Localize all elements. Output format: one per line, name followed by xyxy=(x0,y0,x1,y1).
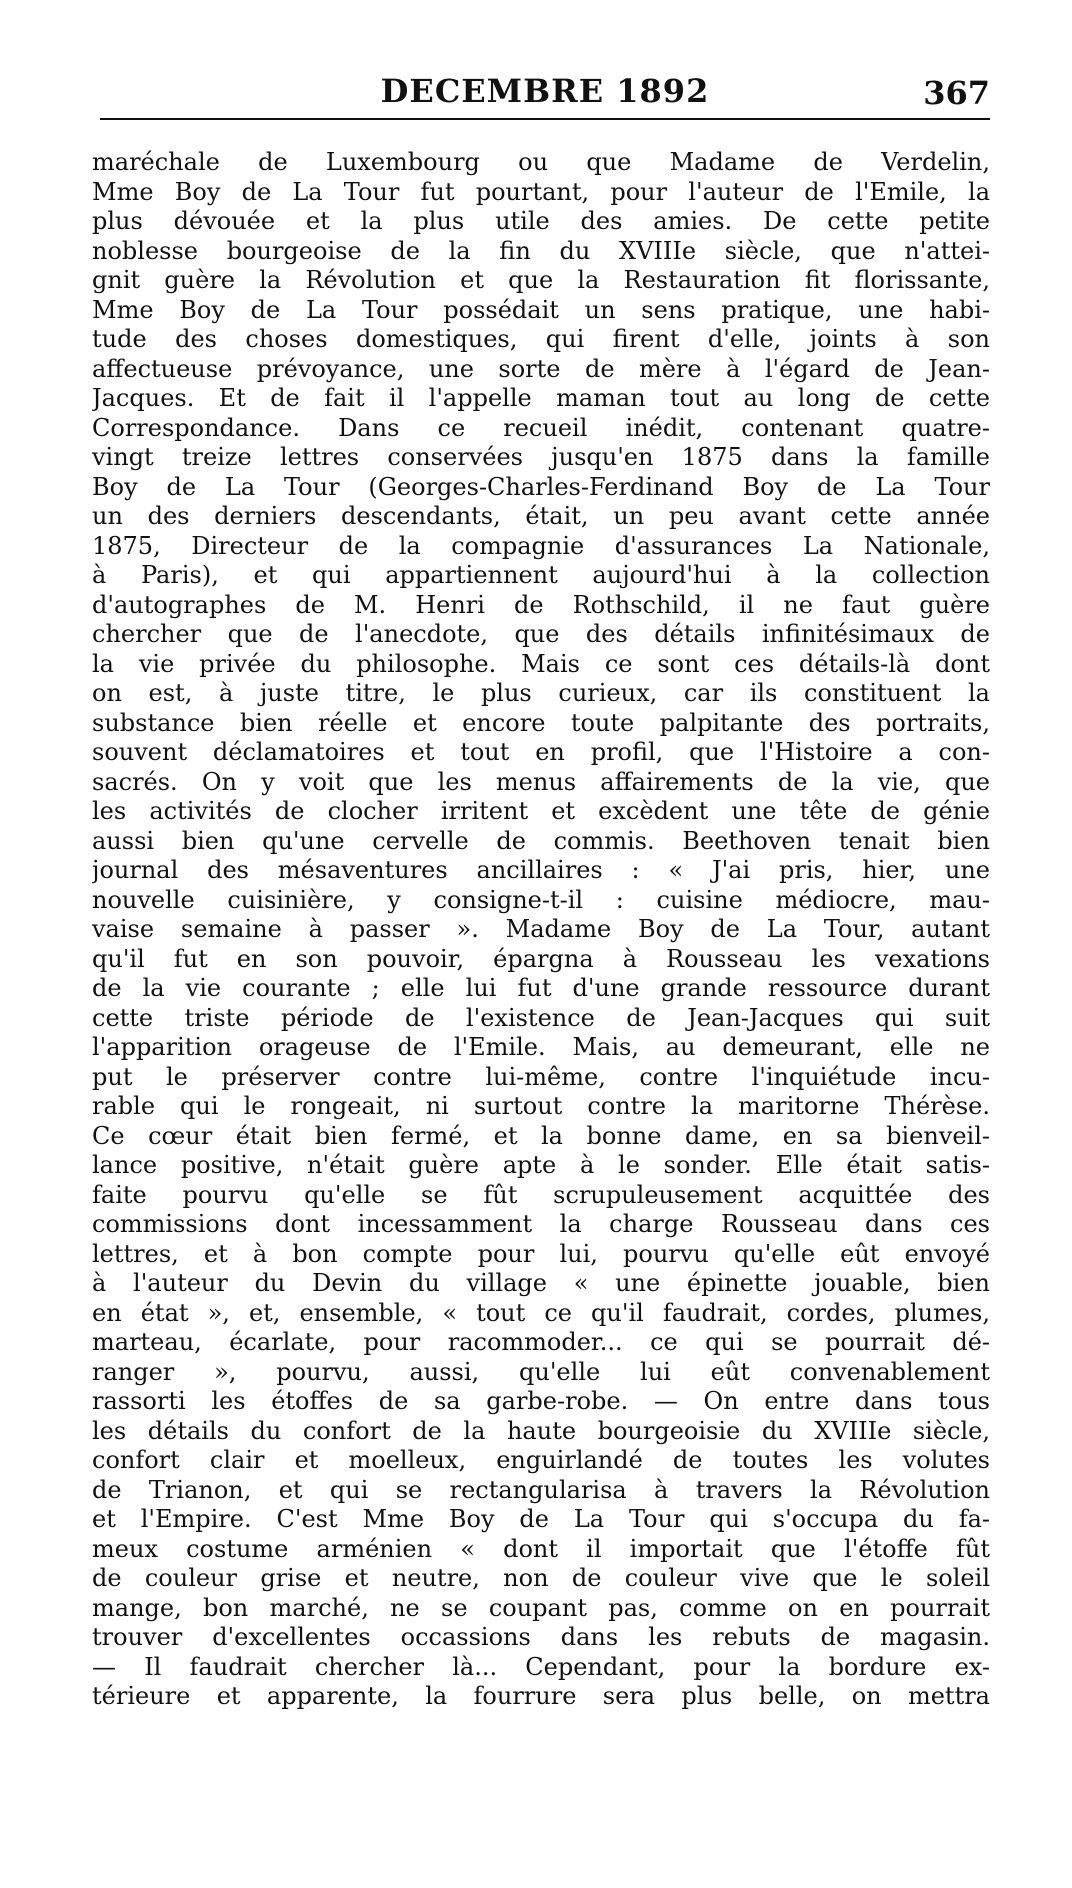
text-line: aussi bien qu'une cervelle de commis. Beethoven tenait bien xyxy=(92,826,990,855)
text-line: Mme Boy de La Tour possédait un sens pratique, une habi- xyxy=(92,295,990,324)
text-line: Mme Boy de La Tour fut pourtant, pour l'auteur de l'Emile, la xyxy=(92,177,990,206)
text-line: à Paris), et qui appartiennent aujourd'hui à la collection xyxy=(92,561,990,589)
text-line: meux costume arménien « dont il importait que l'étoffe fût xyxy=(92,1534,990,1563)
text-line: tude des choses domestiques, qui firent d'elle, joints à son xyxy=(92,325,990,353)
text-line: l'apparition orageuse de l'Emile. Mais, au demeurant, elle ne xyxy=(92,1033,990,1061)
text-line: vingt treize lettres conservées jusqu'en 1875 dans la famille xyxy=(92,443,990,471)
text-line: vaise semaine à passer ». Madame Boy de La Tour, autant xyxy=(92,915,990,943)
text-line: cette triste période de l'existence de Jean-Jacques qui suit xyxy=(92,1003,990,1032)
running-head-title: DECEMBRE 1892 xyxy=(380,72,710,110)
text-line: put le préserver contre lui-même, contre l'inquiétude incu- xyxy=(92,1062,990,1091)
text-line: souvent déclamatoires et tout en profil, que l'Histoire a con- xyxy=(92,738,990,766)
text-line: qu'il fut en son pouvoir, épargna à Rousseau les vexations xyxy=(92,944,990,973)
text-line: la vie privée du philosophe. Mais ce sont ces détails-là dont xyxy=(92,649,990,678)
text-line: et l'Empire. C'est Mme Boy de La Tour qui s'occupa du fa- xyxy=(92,1505,990,1533)
text-line: 1875, Directeur de la compagnie d'assurances La Nationale, xyxy=(92,531,990,560)
text-line: à l'auteur du Devin du village « une épinette jouable, bien xyxy=(92,1269,990,1297)
text-line: chercher que de l'anecdote, que des détails infinitésimaux de xyxy=(92,620,990,648)
text-line: les activités de clocher irritent et excèdent une tête de génie xyxy=(92,797,990,825)
text-line: faite pourvu qu'elle se fût scrupuleusement acquittée des xyxy=(92,1180,990,1209)
text-line: confort clair et moelleux, enguirlandé de toutes les volutes xyxy=(92,1446,990,1474)
page-number: 367 xyxy=(923,74,990,112)
text-line: Jacques. Et de fait il l'appelle maman tout au long de cette xyxy=(92,384,990,412)
text-line: noblesse bourgeoise de la fin du XVIIIe siècle, que n'attei- xyxy=(92,236,990,265)
text-line: d'autographes de M. Henri de Rothschild, il ne faut guère xyxy=(92,590,990,619)
text-line: affectueuse prévoyance, une sorte de mère à l'égard de Jean- xyxy=(92,354,990,383)
text-line: ranger », pourvu, aussi, qu'elle lui eût convenablement xyxy=(92,1357,990,1386)
text-line: — Il faudrait chercher là... Cependant, pour la bordure ex- xyxy=(92,1652,990,1681)
body-text xyxy=(92,148,990,1712)
text-line: un des derniers descendants, était, un peu avant cette année xyxy=(92,502,990,530)
text-line: nouvelle cuisinière, y consigne-t-il : cuisine médiocre, mau- xyxy=(92,885,990,914)
text-line: substance bien réelle et encore toute palpitante des portraits, xyxy=(92,708,990,737)
text-line: Correspondance. Dans ce recueil inédit, contenant quatre- xyxy=(92,413,990,442)
text-line: maréchale de Luxembourg ou que Madame de Verdelin, xyxy=(92,148,990,176)
text-line: Ce cœur était bien fermé, et la bonne dame, en sa bienveil- xyxy=(92,1121,990,1150)
text-line: de la vie courante ; elle lui fut d'une grande ressource durant xyxy=(92,974,990,1002)
text-line: commissions dont incessamment la charge Rousseau dans ces xyxy=(92,1210,990,1238)
text-line: journal des mésaventures ancillaires : « J'ai pris, hier, une xyxy=(92,856,990,884)
text-line: Boy de La Tour (Georges-Charles-Ferdinand Boy de La Tour xyxy=(92,472,990,501)
text-line: en état », et, ensemble, « tout ce qu'il faudrait, cordes, plumes, xyxy=(92,1298,990,1327)
text-line: lettres, et à bon compte pour lui, pourvu qu'elle eût envoyé xyxy=(92,1239,990,1268)
text-line: on est, à juste titre, le plus curieux, car ils constituent la xyxy=(92,679,990,707)
text-line: gnit guère la Révolution et que la Restauration fit florissante, xyxy=(92,266,990,294)
running-head xyxy=(100,72,990,116)
text-line: térieure et apparente, la fourrure sera plus belle, on mettra xyxy=(92,1682,990,1710)
text-line: sacrés. On y voit que les menus affairements de la vie, que xyxy=(92,767,990,796)
text-line: plus dévouée et la plus utile des amies. De cette petite xyxy=(92,207,990,235)
text-line: rassorti les étoffes de sa garbe-robe. — On entre dans tous xyxy=(92,1387,990,1415)
header-rule xyxy=(100,118,990,120)
text-line: lance positive, n'était guère apte à le sonder. Elle était satis- xyxy=(92,1151,990,1179)
text-line: trouver d'excellentes occassions dans les rebuts de magasin. xyxy=(92,1623,990,1651)
text-line: marteau, écarlate, pour racommoder... ce qui se pourrait dé- xyxy=(92,1328,990,1356)
text-line: de Trianon, et qui se rectangularisa à travers la Révolution xyxy=(92,1475,990,1504)
text-line: rable qui le rongeait, ni surtout contre la maritorne Thérèse. xyxy=(92,1092,990,1120)
text-line: mange, bon marché, ne se coupant pas, comme on en pourrait xyxy=(92,1593,990,1622)
text-line: les détails du confort de la haute bourgeoisie du XVIIIe siècle, xyxy=(92,1416,990,1445)
text-line: de couleur grise et neutre, non de couleur vive que le soleil xyxy=(92,1564,990,1592)
